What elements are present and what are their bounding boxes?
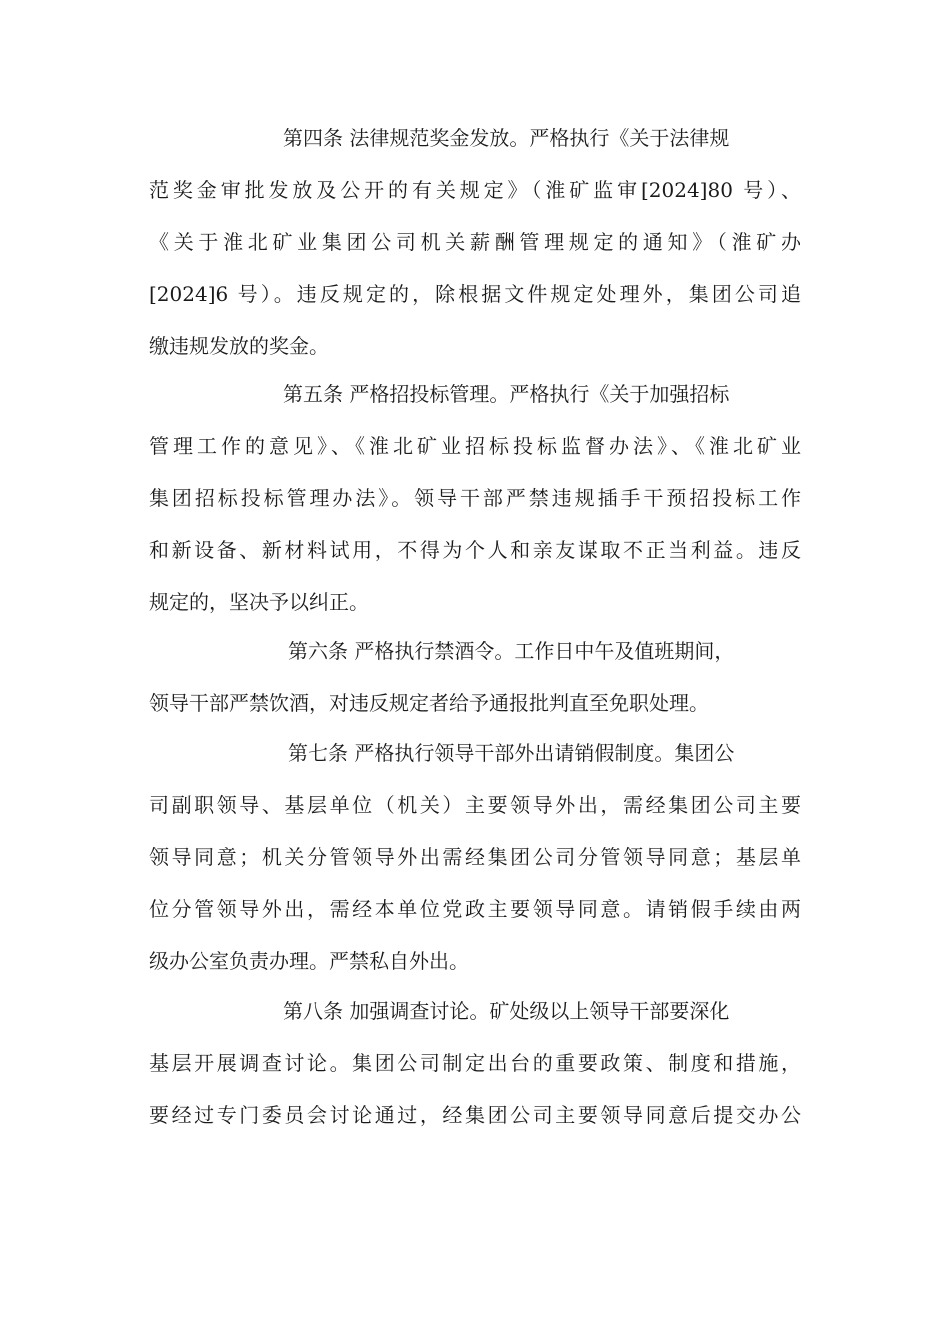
- paragraph-article-5: [149, 368, 801, 628]
- paragraph-article-6: [149, 625, 801, 729]
- text-line: 缴违规发放的奖金。: [149, 334, 329, 358]
- text-line: 司副职领导、基层单位（机关）主要领导外出，需经集团公司主要: [149, 793, 801, 817]
- text-line: 要经过专门委员会讨论通过，经集团公司主要领导同意后提交办公: [149, 1103, 801, 1127]
- text-line: 领导同意；机关分管领导外出需经集团公司分管领导同意；基层单: [149, 845, 801, 869]
- text-line: 第七条 严格执行领导干部外出请销假制度。集团公: [288, 741, 735, 765]
- text-line: [2024]6 号）。违反规定的，除根据文件规定处理外，集团公司追: [149, 282, 801, 306]
- text-line: 集团招标投标管理办法》。领导干部严禁违规插手干预招投标工作: [149, 486, 801, 510]
- paragraph-article-4: [149, 112, 801, 372]
- paragraph-article-7: [149, 727, 801, 987]
- text-line: 第八条 加强调查讨论。矿处级以上领导干部要深化: [283, 999, 730, 1023]
- text-line: 管理工作的意见》、《淮北矿业招标投标监督办法》、《淮北矿业: [149, 434, 801, 458]
- text-line: 位分管领导外出，需经本单位党政主要领导同意。请销假手续由两: [149, 897, 801, 921]
- text-line: 范奖金审批发放及公开的有关规定》（淮矿监审[2024]80 号）、: [149, 178, 801, 202]
- text-line: 基层开展调查讨论。集团公司制定出台的重要政策、制度和措施，: [149, 1051, 801, 1075]
- text-line: 《关于淮北矿业集团公司机关薪酬管理规定的通知》（淮矿办: [149, 230, 801, 254]
- text-line: 级办公室负责办理。严禁私自外出。: [149, 949, 469, 973]
- text-line: 领导干部严禁饮酒，对违反规定者给予通报批判直至免职处理。: [149, 691, 709, 715]
- text-line: 规定的，坚决予以纠正。: [149, 590, 369, 614]
- paragraph-article-8: [149, 985, 801, 1141]
- text-line: 和新设备、新材料试用，不得为个人和亲友谋取不正当利益。违反: [149, 538, 801, 562]
- text-line: 第六条 严格执行禁酒令。工作日中午及值班期间，: [288, 639, 735, 663]
- text-line: 第四条 法律规范奖金发放。严格执行《关于法律规: [283, 126, 730, 150]
- text-line: 第五条 严格招投标管理。严格执行《关于加强招标: [283, 382, 730, 406]
